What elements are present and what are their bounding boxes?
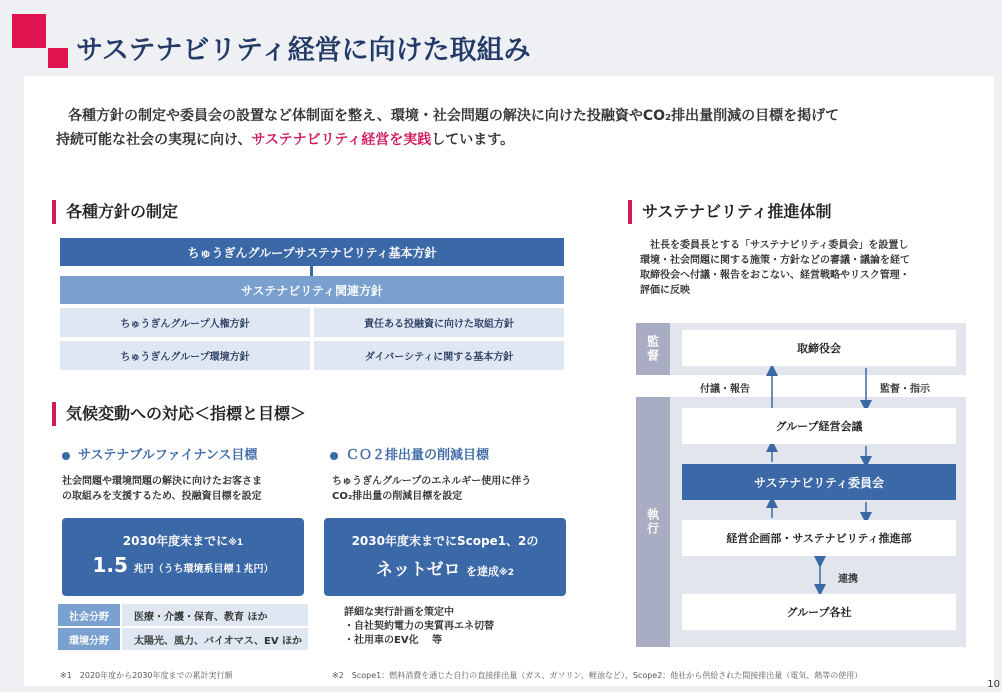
structure-desc-line-2: 環境・社会問題に関する施策・方針などの審議・議論を経て — [640, 255, 910, 266]
finance-target-amount: 1.5 — [92, 553, 128, 577]
board-box: 取締役会 — [682, 330, 956, 366]
finance-target-title-text: サステナブルファイナンス目標 — [78, 448, 258, 463]
group-companies-box: グループ各社 — [682, 594, 956, 630]
co2-target-line-2 — [324, 555, 566, 580]
structure-desc-line-4: 評価に反映 — [640, 285, 690, 296]
finance-target-note: ※1 — [228, 538, 244, 548]
finance-target-unit: 兆円（うち環境系目標１兆円） — [133, 564, 274, 575]
co2-target-main: ネットゼロ — [375, 560, 461, 580]
page-number: 10 — [987, 679, 1000, 690]
finance-target-box — [62, 518, 304, 596]
co2-target-line-1: 2030年度末までにScope1、2の — [351, 534, 539, 548]
policy-cell-diversity: ダイバーシティに関する基本方針 — [314, 341, 564, 370]
field-tag-environment: 環境分野 — [58, 628, 120, 650]
footnote-2: ※2 Scope1：燃料消費を通じた自行の直接排出量（ガス、ガソリン、軽油など）、Scope2：他社から供給された間接排出量（電気、熱等の使用） — [332, 671, 863, 680]
supervision-label: 監督 — [636, 323, 670, 375]
basic-policy-bar: ちゅうぎんグループサステナビリティ基本方針 — [60, 238, 564, 266]
climate-heading: 気候変動への対応＜指標と目標＞ — [52, 402, 306, 426]
finance-desc — [62, 474, 312, 504]
co2-desc — [332, 474, 582, 504]
field-value-social: 医療・介護・保育、教育 ほか — [122, 604, 308, 626]
field-tag-social: 社会分野 — [58, 604, 120, 626]
policy-cell-responsible-investment: 責任ある投融資に向けた取組方針 — [314, 308, 564, 337]
co2-note-3: ・社用車のEV化 等 — [344, 635, 443, 646]
co2-action-notes — [344, 606, 564, 648]
policy-cell-environment: ちゅうぎんグループ環境方針 — [60, 341, 310, 370]
group-mgmt-box: グループ経営会議 — [682, 408, 956, 444]
co2-target-box — [324, 518, 566, 596]
intro-line-2-suffix: しています。 — [431, 132, 515, 148]
finance-desc-line-1: 社会問題や環境問題の解決に向けたお客さま — [62, 476, 262, 487]
bullet-icon — [330, 452, 338, 460]
finance-target-line-2 — [62, 553, 304, 577]
intro-line-2 — [56, 132, 514, 148]
page-title: サステナビリティ経営に向けた取組み — [76, 35, 531, 66]
co2-note-1: 詳細な実行計画を策定中 — [344, 607, 454, 618]
logo-square-small — [48, 48, 68, 68]
policy-connector — [310, 266, 313, 276]
intro-line-2-prefix: 持続可能な社会の実現に向け、 — [56, 132, 252, 148]
finance-desc-line-2: の取組みを支援するため、投融資目標を設定 — [62, 491, 262, 502]
coop-label: 連携 — [838, 574, 858, 585]
policies-heading: 各種方針の制定 — [52, 200, 178, 224]
related-policy-bar: サステナビリティ関連方針 — [60, 276, 564, 304]
co2-desc-line-1: ちゅうぎんグループのエネルギー使用に伴う — [332, 476, 532, 487]
intro-text — [56, 104, 936, 152]
intro-line-2-accent: サステナビリティ経営を実践 — [251, 132, 432, 148]
committee-box: サステナビリティ委員会 — [682, 464, 956, 500]
co2-target-title-text: ＣＯ２排出量の削減目標 — [346, 448, 490, 463]
report-label: 付議・報告 — [700, 384, 750, 395]
co2-target-note: ※2 — [499, 568, 515, 578]
co2-note-2: ・自社契約電力の実質再エネ切替 — [344, 621, 494, 632]
co2-target-title — [330, 444, 489, 463]
co2-target-suffix: を達成 — [466, 565, 500, 578]
intro-line-1: 各種方針の制定や委員会の設置など体制面を整え、環境・社会問題の解決に向けた投融資やCO₂排出量削減の目標を掲げて — [68, 108, 840, 124]
footnote-1: ※1 2020年度から2030年度までの累計実行額 — [60, 671, 233, 680]
structure-desc — [640, 238, 980, 298]
planning-box: 経営企画部・サステナビリティ推進部 — [682, 520, 956, 556]
policy-cell-human-rights: ちゅうぎんグループ人権方針 — [60, 308, 310, 337]
logo-square-large — [12, 14, 46, 48]
structure-desc-line-1: 社長を委員長とする「サステナビリティ委員会」を設置し — [650, 240, 909, 251]
finance-target-period: 2030年度末までに — [122, 534, 229, 548]
structure-desc-line-3: 取締役会へ付議・報告をおこない、経営戦略やリスク管理・ — [640, 270, 910, 281]
field-value-environment: 太陽光、風力、バイオマス、EV ほか — [122, 628, 308, 650]
execution-label: 執行 — [636, 397, 670, 647]
finance-target-title — [62, 444, 257, 463]
direct-label: 監督・指示 — [880, 384, 930, 395]
structure-heading: サステナビリティ推進体制 — [628, 200, 831, 224]
finance-target-line-1 — [62, 532, 304, 549]
co2-desc-line-2: CO₂排出量の削減目標を設定 — [332, 491, 463, 502]
bullet-icon — [62, 452, 70, 460]
